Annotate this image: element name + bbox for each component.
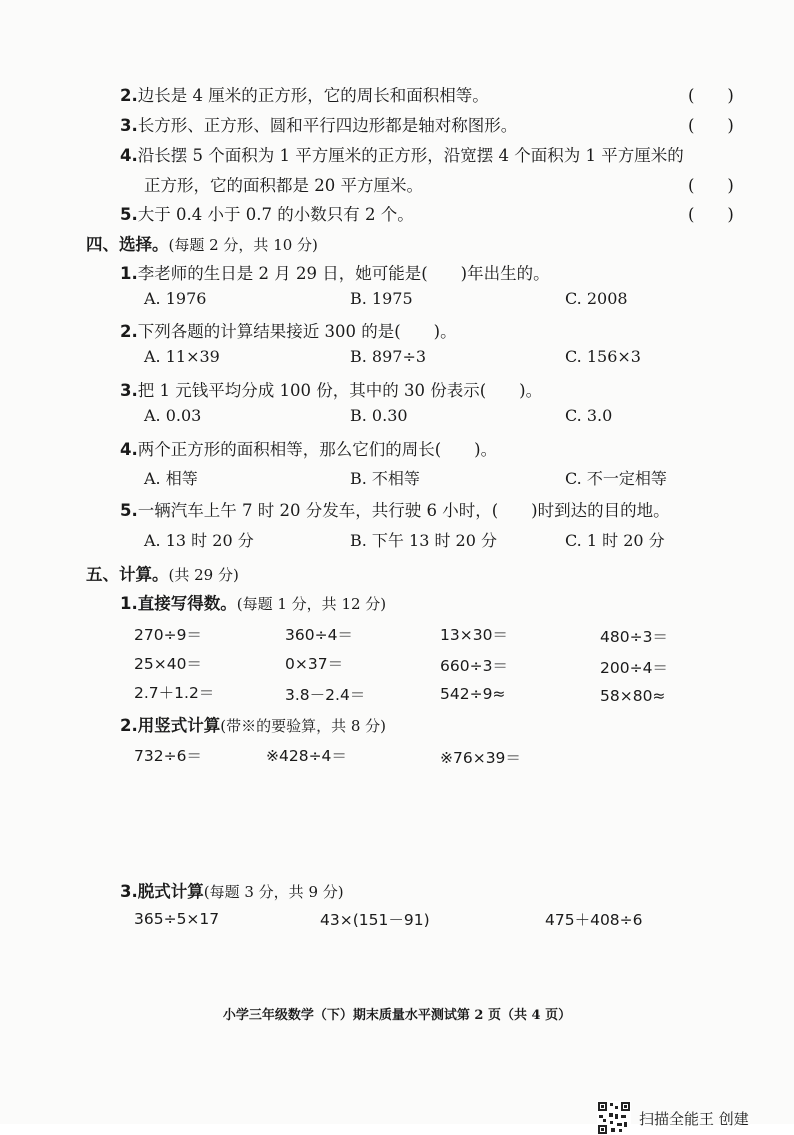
choice-q4-b: B. 不相等 — [350, 469, 420, 488]
stepwise-3: 475＋408÷6 — [545, 911, 643, 929]
direct-3-1: 2.7＋1.2＝ — [134, 684, 215, 702]
direct-3-3: 542÷9≈ — [440, 685, 506, 703]
calc-sub3-title: 3.脱式计算(每题 3 分，共 9 分) — [120, 882, 344, 901]
stepwise-1: 365÷5×17 — [134, 910, 220, 928]
judge-q2: 2.边长是 4 厘米的正方形，它的周长和面积相等。 — [120, 86, 489, 105]
direct-2-3: 660÷3＝ — [440, 657, 508, 675]
choice-q5-a: A. 13 时 20 分 — [144, 531, 254, 550]
direct-3-4: 58×80≈ — [600, 687, 666, 705]
vertical-2: ※428÷4＝ — [266, 747, 347, 765]
choice-q1-a: A. 1976 — [144, 289, 207, 308]
judge-q4-paren: ( ) — [688, 176, 734, 195]
vertical-1: 732÷6＝ — [134, 747, 202, 765]
choice-q4-c: C. 不一定相等 — [565, 469, 667, 488]
choice-q2-c: C. 156×3 — [565, 347, 641, 366]
direct-1-3: 13×30＝ — [440, 626, 508, 644]
judge-q5: 5.大于 0.4 小于 0.7 的小数只有 2 个。 — [120, 205, 414, 224]
choice-q5: 5.一辆汽车上午 7 时 20 分发车，共行驶 6 小时，( )时到达的目的地。 — [120, 501, 670, 520]
judge-q4: 4.沿长摆 5 个面积为 1 平方厘米的正方形，沿宽摆 4 个面积为 1 平方厘米的 — [120, 146, 684, 165]
choice-q2-a: A. 11×39 — [144, 347, 220, 366]
choice-q2-b: B. 897÷3 — [350, 347, 427, 366]
calc-sub1-title: 1.直接写得数。(每题 1 分，共 12 分) — [120, 594, 387, 613]
choice-q4: 4.两个正方形的面积相等，那么它们的周长( )。 — [120, 440, 498, 459]
section-5-title: 五、计算。(共 29 分) — [86, 565, 239, 584]
judge-q3-paren: ( ) — [688, 116, 734, 135]
direct-2-1: 25×40＝ — [134, 655, 202, 673]
direct-2-2: 0×37＝ — [285, 655, 344, 673]
choice-q3: 3.把 1 元钱平均分成 100 份，其中的 30 份表示( )。 — [120, 381, 543, 400]
choice-q3-a: A. 0.03 — [144, 406, 202, 425]
choice-q1: 1.李老师的生日是 2 月 29 日，她可能是( )年出生的。 — [120, 264, 550, 283]
choice-q2: 2.下列各题的计算结果接近 300 的是( )。 — [120, 322, 457, 341]
judge-q5-paren: ( ) — [688, 205, 734, 224]
choice-q4-a: A. 相等 — [144, 469, 198, 488]
judge-q3: 3.长方形、正方形、圆和平行四边形都是轴对称图形。 — [120, 116, 518, 135]
choice-q5-b: B. 下午 13 时 20 分 — [350, 531, 497, 550]
direct-3-2: 3.8－2.4＝ — [285, 686, 366, 704]
choice-q5-c: C. 1 时 20 分 — [565, 531, 665, 550]
calc-sub2-title: 2.用竖式计算(带※的要验算，共 8 分) — [120, 716, 387, 735]
vertical-3: ※76×39＝ — [440, 749, 521, 767]
choice-q1-c: C. 2008 — [565, 289, 628, 308]
direct-1-2: 360÷4＝ — [285, 626, 353, 644]
choice-q3-c: C. 3.0 — [565, 406, 613, 425]
direct-1-4: 480÷3＝ — [600, 628, 668, 646]
choice-q1-b: B. 1975 — [350, 289, 413, 308]
direct-1-1: 270÷9＝ — [134, 626, 202, 644]
judge-q2-paren: ( ) — [688, 86, 734, 105]
page-footer: 小学三年级数学（下）期末质量水平测试第 2 页（共 4 页） — [222, 1008, 572, 1023]
qr-code-icon — [597, 1101, 631, 1135]
direct-2-4: 200÷4＝ — [600, 659, 668, 677]
choice-q3-b: B. 0.30 — [350, 406, 408, 425]
scanner-brand-label: 扫描全能王 创建 — [639, 1110, 749, 1128]
section-4-title: 四、选择。(每题 2 分，共 10 分) — [86, 235, 318, 254]
stepwise-2: 43×(151－91) — [320, 911, 430, 929]
judge-q4-line2: 正方形，它的面积都是 20 平方厘米。 — [144, 176, 423, 195]
